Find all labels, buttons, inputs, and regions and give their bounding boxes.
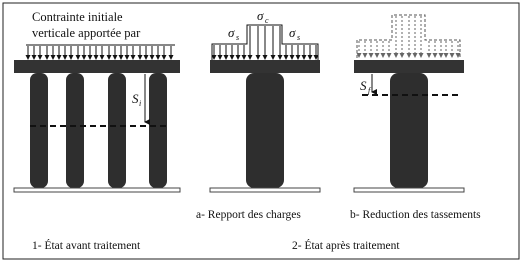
load-arrowhead	[407, 53, 412, 58]
load-arrowhead	[278, 55, 283, 60]
load-arrowhead	[375, 53, 380, 58]
state-before-treatment-label: 1- État avant traitement	[32, 240, 141, 252]
load-arrowhead	[107, 55, 112, 60]
sigma-s-right-label: σ	[289, 25, 296, 40]
state-after-treatment-label: 2- État après traitement	[292, 240, 400, 252]
base-stratum	[210, 188, 320, 192]
load-arrowhead	[113, 55, 118, 60]
load-arrowhead	[433, 53, 438, 58]
load-arrowhead	[230, 55, 235, 60]
load-arrowhead	[144, 55, 149, 60]
soil-column-1	[30, 73, 48, 188]
load-arrowhead	[248, 55, 253, 60]
load-arrowhead	[69, 55, 74, 60]
load-arrowhead	[26, 55, 31, 60]
sigma-s-left-sub: s	[236, 33, 240, 42]
load-arrowhead	[363, 53, 368, 58]
load-arrowhead	[82, 55, 87, 60]
load-arrows	[26, 46, 174, 60]
load-arrowhead	[290, 55, 295, 60]
load-arrowhead	[162, 55, 167, 60]
soil-column-4	[149, 73, 167, 188]
panel-before-treatment	[14, 10, 180, 192]
load-arrowhead	[387, 53, 392, 58]
load-arrowhead	[308, 55, 313, 60]
sigma-s-right-sub: s	[297, 33, 301, 42]
load-arrowhead	[131, 55, 136, 60]
load-arrowhead	[76, 55, 81, 60]
load-arrowhead	[394, 53, 399, 58]
load-arrowhead	[63, 55, 68, 60]
caption-settlement-reduction: b- Reduction des tassements	[350, 209, 481, 221]
load-arrowhead	[413, 53, 418, 58]
base-stratum	[354, 188, 464, 192]
load-arrowhead	[38, 55, 43, 60]
load-arrowhead	[444, 53, 449, 58]
load-arrowhead	[419, 53, 424, 58]
load-arrowhead	[57, 55, 62, 60]
load-arrowhead	[169, 55, 174, 60]
load-arrowhead	[138, 55, 143, 60]
caption-load-transfer: a- Repport des charges	[196, 209, 301, 221]
load-arrowhead	[271, 55, 276, 60]
load-arrowhead	[284, 55, 289, 60]
sigma-s-left-label: σ	[228, 25, 235, 40]
reference-stress-arrows	[357, 16, 461, 58]
load-transfer-platform	[14, 60, 180, 73]
load-arrowhead	[263, 55, 268, 60]
load-arrowhead	[302, 55, 307, 60]
settlement-sub-f: f	[368, 86, 371, 95]
load-arrowhead	[224, 55, 229, 60]
load-arrowhead	[125, 55, 130, 60]
load-arrowhead	[156, 55, 161, 60]
load-arrowhead	[236, 55, 241, 60]
load-arrowhead	[94, 55, 99, 60]
load-arrowhead	[427, 53, 432, 58]
load-transfer-platform	[354, 60, 464, 73]
load-arrowhead	[400, 53, 405, 58]
settlement-label-si: S	[132, 91, 139, 106]
load-arrowhead	[381, 53, 386, 58]
load-arrowhead	[88, 55, 93, 60]
load-arrowhead	[242, 55, 247, 60]
treated-soil-block	[246, 73, 284, 188]
initial-stress-caption-line1: Contrainte initiale	[32, 10, 123, 24]
load-arrowhead	[256, 55, 261, 60]
load-arrowhead	[439, 53, 444, 58]
soil-column-3	[108, 73, 126, 188]
sigma-c-sub: c	[265, 16, 269, 25]
load-arrowhead	[119, 55, 124, 60]
initial-stress-caption-line2: verticale apportée par	[32, 26, 141, 40]
load-arrowhead	[296, 55, 301, 60]
panel-load-transfer	[210, 8, 320, 192]
load-arrowhead	[369, 53, 374, 58]
load-arrowhead	[32, 55, 37, 60]
panel-settlement-reduction	[354, 15, 464, 192]
soil-column-2	[66, 73, 84, 188]
settlement-label-sf: S	[360, 78, 367, 93]
load-arrowhead	[45, 55, 50, 60]
load-transfer-platform	[210, 60, 320, 73]
base-stratum	[14, 188, 180, 192]
load-arrowhead	[450, 53, 455, 58]
load-arrowhead	[51, 55, 56, 60]
treated-soil-block	[390, 73, 428, 188]
load-arrowhead	[218, 55, 223, 60]
load-arrowhead	[100, 55, 105, 60]
settlement-sub-i: i	[139, 99, 142, 108]
load-arrowhead	[150, 55, 155, 60]
sigma-c-label: σ	[257, 8, 264, 23]
